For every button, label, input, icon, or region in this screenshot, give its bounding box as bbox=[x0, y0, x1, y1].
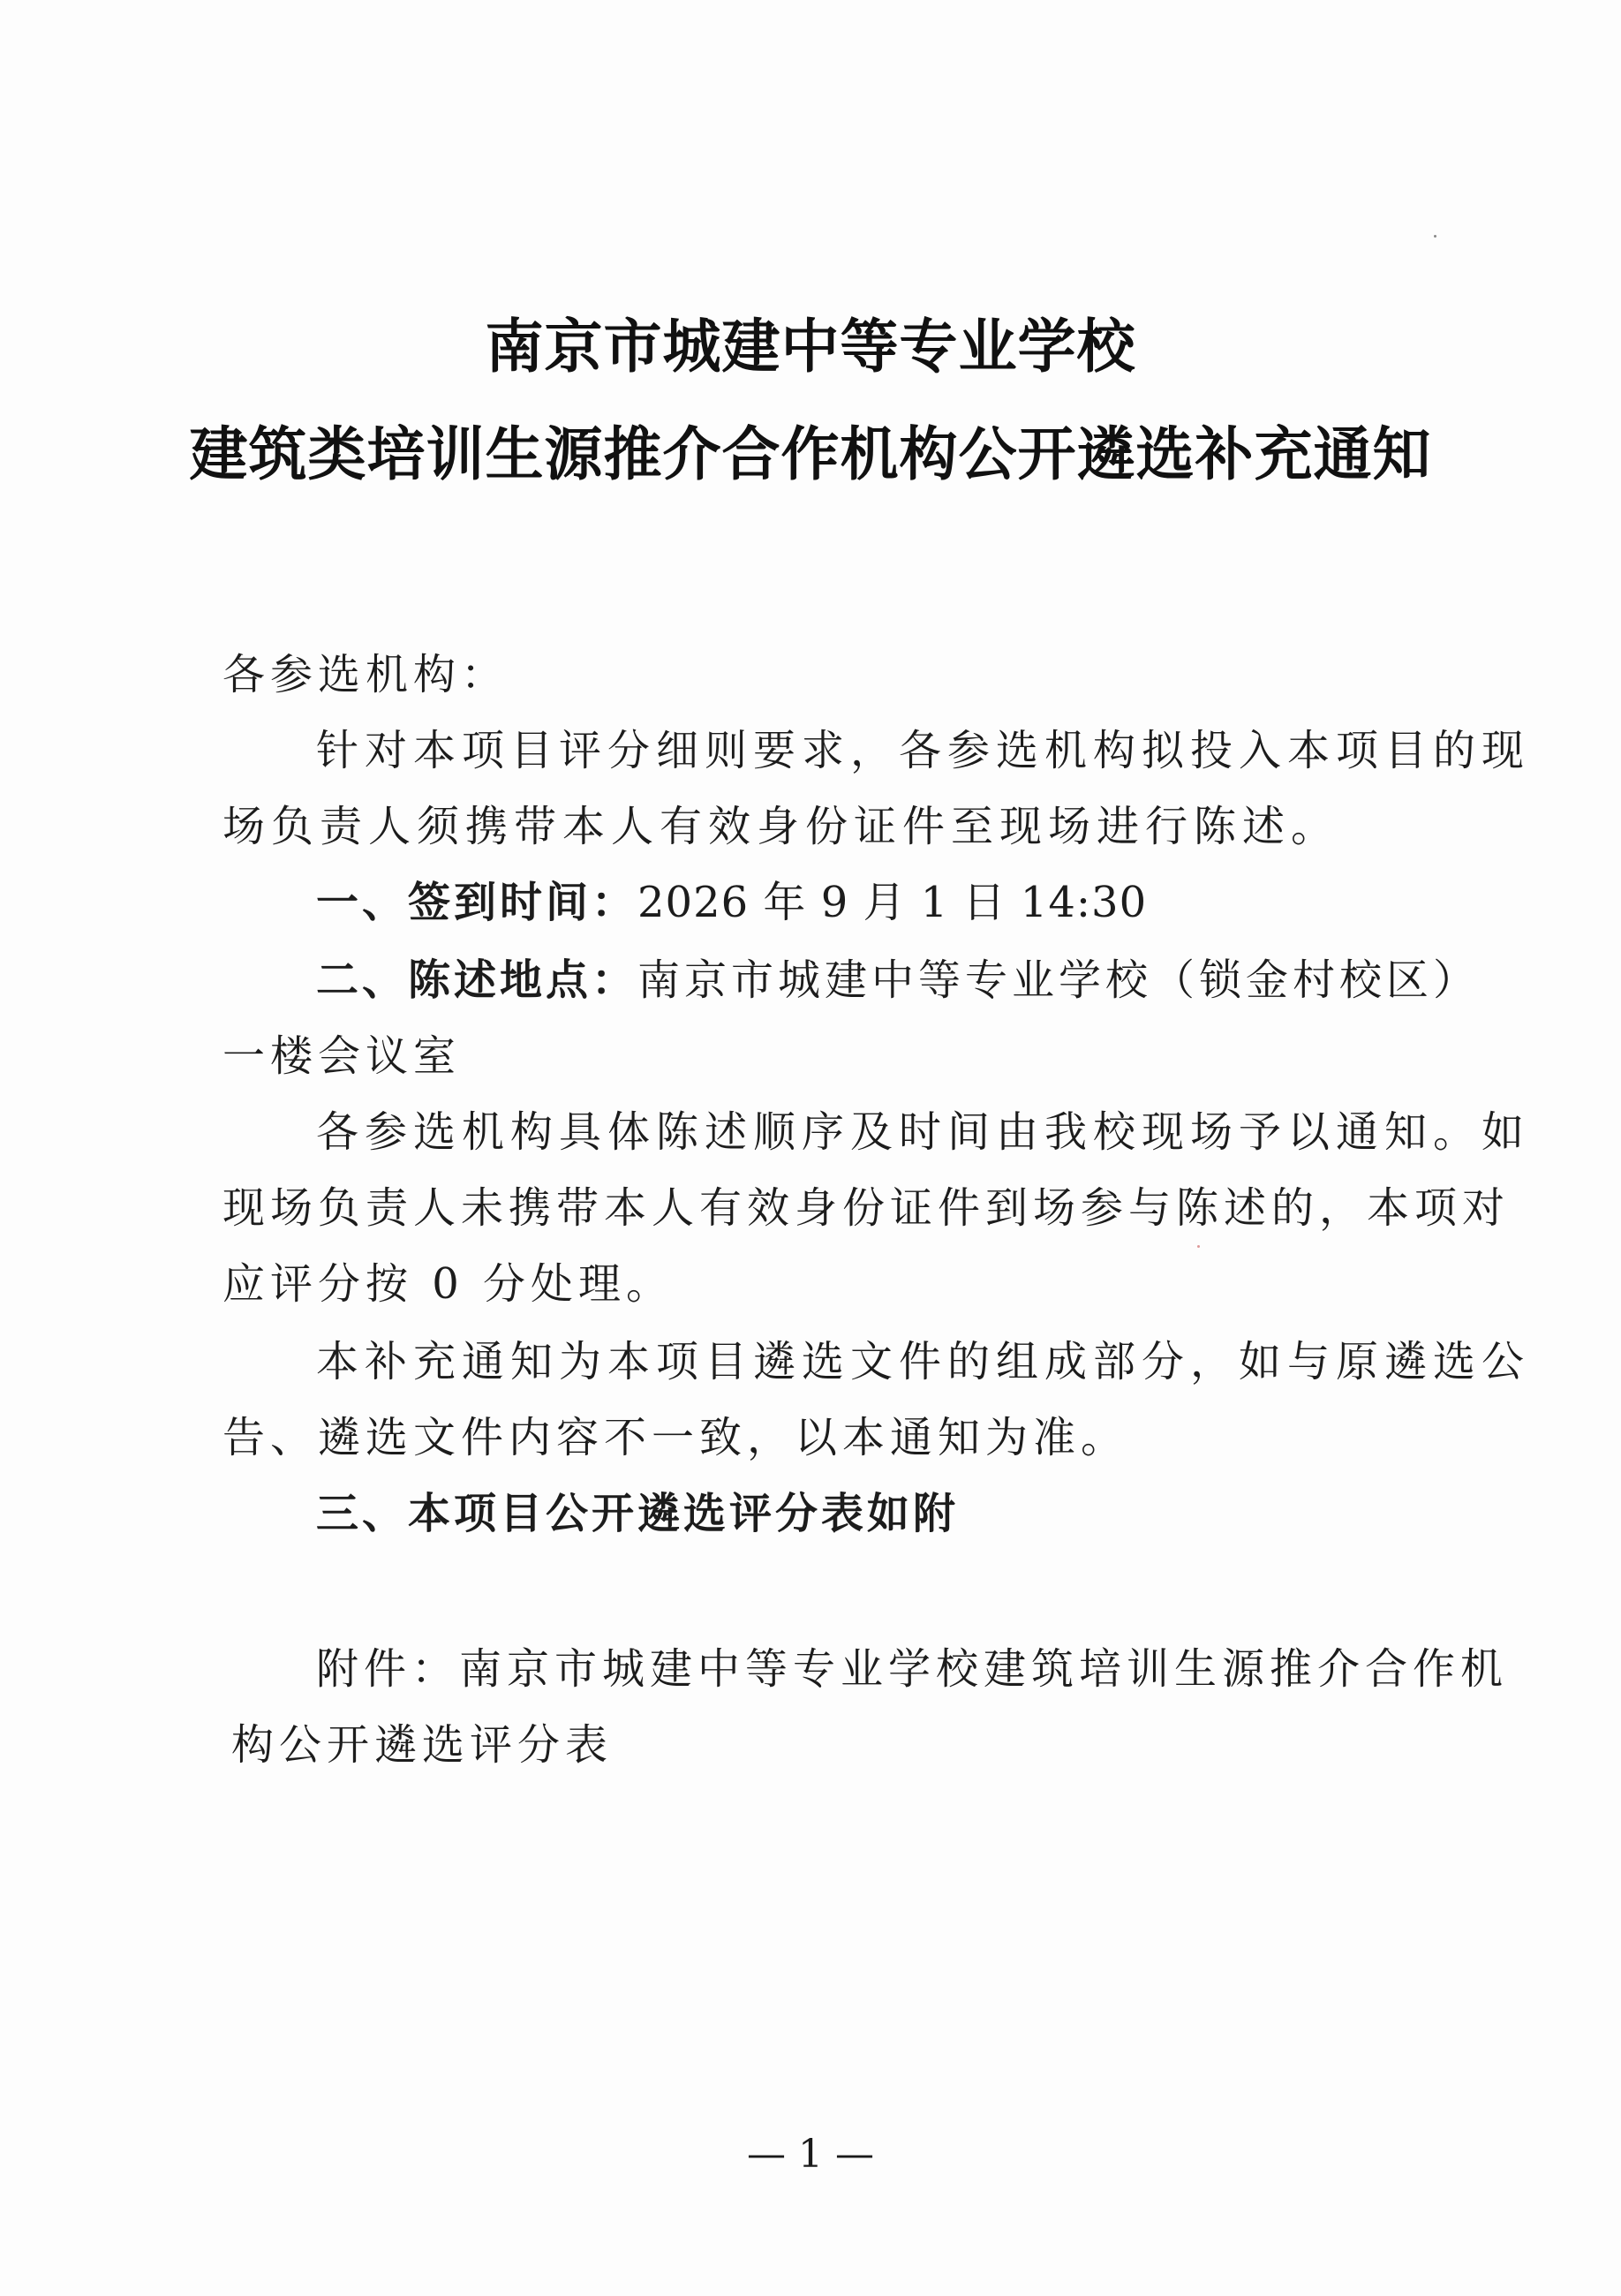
paragraph-2-line-2: 现场负责人未携带本人有效身份证件到场参与陈述的，本项对 bbox=[222, 1183, 1511, 1233]
paragraph-3-line-2: 告、遴选文件内容不一致，以本通知为准。 bbox=[222, 1413, 1129, 1462]
item-scoring-table: 三、本项目公开遴选评分表如附 bbox=[316, 1489, 960, 1538]
item-location-value: 南京市城建中等专业学校（锁金村校区） bbox=[637, 955, 1481, 1005]
paragraph-1-line-2: 场负责人须携带本人有效身份证件至现场进行陈述。 bbox=[222, 802, 1340, 851]
paragraph-3-line-1: 本补充通知为本项目遴选文件的组成部分，如与原遴选公 bbox=[316, 1337, 1531, 1386]
paragraph-1-line-1: 针对本项目评分细则要求，各参选机构拟投入本项目的现 bbox=[316, 726, 1531, 775]
attachment-line-2: 构公开遴选评分表 bbox=[231, 1720, 614, 1770]
item-location-label: 二、陈述地点： bbox=[316, 955, 638, 1005]
item-signin-label: 一、签到时间： bbox=[316, 878, 638, 927]
item-signin-time bbox=[316, 878, 1148, 927]
item-location bbox=[316, 955, 1481, 1005]
paragraph-2-line-3: 应评分按 0 分处理。 bbox=[222, 1259, 675, 1309]
item-signin-value: 2026 年 9 月 1 日 14:30 bbox=[637, 878, 1148, 927]
page-number: — 1 — bbox=[747, 2132, 874, 2177]
attachment-line-1: 附件：南京市城建中等专业学校建筑培训生源推介合作机 bbox=[316, 1644, 1509, 1694]
salutation: 各参选机构： bbox=[222, 650, 509, 699]
document-title-line1: 南京市城建中等专业学校 bbox=[485, 313, 1136, 381]
item-location-line-2: 一楼会议室 bbox=[222, 1031, 462, 1081]
paragraph-2-line-1: 各参选机构具体陈述顺序及时间由我校现场予以通知。如 bbox=[316, 1107, 1531, 1157]
scan-speck bbox=[1197, 1245, 1200, 1248]
scan-speck bbox=[1434, 235, 1436, 238]
document-title-line2: 建筑类培训生源推介合作机构公开遴选补充通知 bbox=[189, 420, 1432, 488]
